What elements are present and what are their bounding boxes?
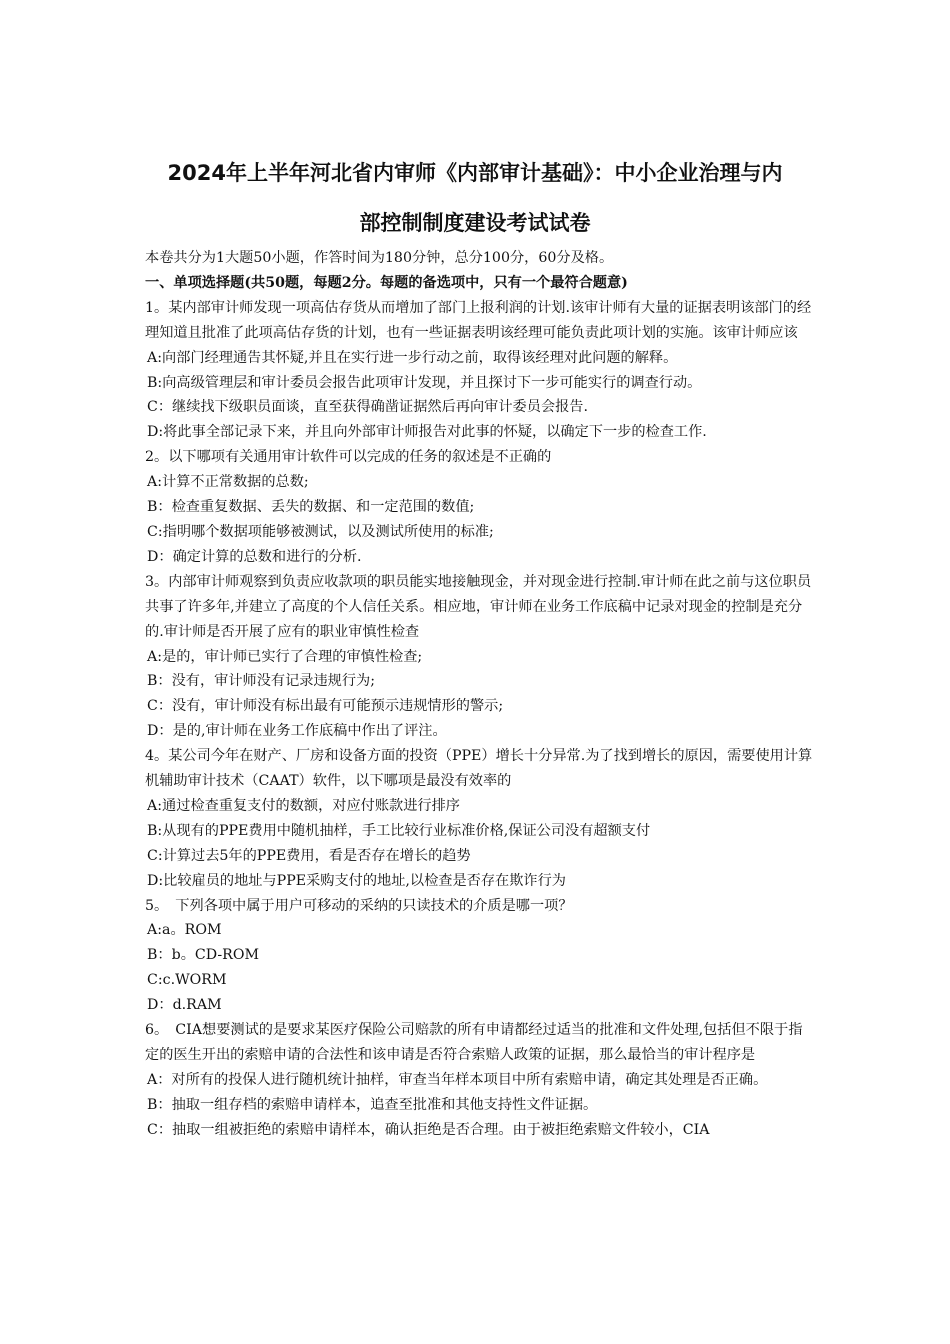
option-c: C：没有，审计师没有标出最有可能预示违规情形的警示; [147,698,504,715]
option-c: C:c.WORM [147,972,227,989]
option-b: B：检查重复数据、丢失的数据、和一定范围的数值; [147,499,475,516]
question-stem: 4。某公司今年在财产、厂房和设备方面的投资（PPE）增长十分异常.为了找到增长的原因，需要使用计算机辅助审计技术（CAAT）软件，以下哪项是最没有效率的 [145,748,813,790]
option-a: A:a。ROM [147,922,222,939]
question-stem: 1。某内部审计师发现一项高估存货从而增加了部门上报利润的计划.该审计师有大量的证据表明该部门的经理知道且批准了此项高估存货的计划，也有一些证据表明该经理可能负责此项计划的实施。该审计师应该 [145,299,812,341]
question-3 [145,570,815,744]
option-b: B:向高级管理层和审计委员会报告此项审计发现，并且探讨下一步可能实行的调查行动。 [147,374,702,391]
option-c: C：继续找下级职员面谈，直至获得确凿证据然后再向审计委员会报告. [147,399,588,416]
option-a: A:是的，审计师已实行了合理的审慎性检查; [147,648,423,665]
question-stem: 2。以下哪项有关通用审计软件可以完成的任务的叙述是不正确的 [145,449,552,466]
option-b: B：b。CD-ROM [147,947,260,964]
option-b: B:从现有的PPE费用中随机抽样，手工比较行业标准价格,保证公司没有超额支付 [147,822,651,839]
question-stem: 6。 CIA想要测试的是要求某医疗保险公司赔款的所有申请都经过适当的批准和文件处理,包括但不限于指定的医生开出的索赔申请的合法性和该申请是否符合索赔人政策的证据，那么最恰当的审计程序是 [145,1022,803,1063]
option-d: D：确定计算的总数和进行的分析. [147,548,362,565]
option-a: A：对所有的投保人进行随机统计抽样，审查当年样本项目中所有索赔申请，确定其处理是否正确。 [147,1071,768,1088]
option-a: A:向部门经理通告其怀疑,并且在实行进一步行动之前，取得该经理对此问题的解释。 [147,349,678,366]
question-stem: 3。内部审计师观察到负责应收款项的职员能实地接触现金，并对现金进行控制.审计师在此之前与这位职员共事了许多年,并建立了高度的个人信任关系。相应地，审计师在业务工作底稿中记录对现金的控制是充分的.审计师是否开展了应有的职业审慎性检查 [145,573,812,640]
question-1 [145,296,815,445]
option-c: C:指明哪个数据项能够被测试，以及测试所使用的标准; [147,523,494,540]
option-b: B：没有，审计师没有记录违规行为; [147,673,376,690]
option-a: A:通过检查重复支付的数额，对应付账款进行排序 [147,797,460,814]
option-d: D:将此事全部记录下来，并且向外部审计师报告对此事的怀疑，以确定下一步的检查工作. [147,424,707,441]
document-title-line2: 部控制制度建设考试试卷 [359,211,591,235]
option-c: C:计算过去5年的PPE费用，看是否存在增长的趋势 [147,847,471,864]
question-4 [145,744,815,893]
option-c: C：抽取一组被拒绝的索赔申请样本，确认拒绝是否合理。由于被拒绝索赔文件较小，CIA [147,1121,710,1138]
section-heading: 一、单项选择题(共50题，每题2分。每题的备选项中，只有一个最符合题意) [145,274,628,291]
option-b: B：抽取一组存档的索赔申请样本，追查至批准和其他支持性文件证据。 [147,1096,598,1113]
option-a: A:计算不正常数据的总数; [147,474,309,491]
option-d: D：d.RAM [147,997,222,1014]
option-d: D：是的,审计师在业务工作底稿中作出了评注。 [147,723,447,740]
question-stem: 5。 下列各项中属于用户可移动的采纳的只读技术的介质是哪一项？ [145,897,573,914]
question-2 [145,445,815,570]
document-title-line1: 2024年上半年河北省内审师《内部审计基础》：中小企业治理与内 [167,161,783,185]
document-body [145,246,815,1143]
question-6 [145,1018,815,1143]
option-d: D:比较雇员的地址与PPE采购支付的地址,以检查是否存在欺诈行为 [147,872,566,889]
exam-intro: 本卷共分为1大题50小题，作答时间为180分钟，总分100分，60分及格。 [145,250,614,266]
question-5 [145,894,815,1019]
